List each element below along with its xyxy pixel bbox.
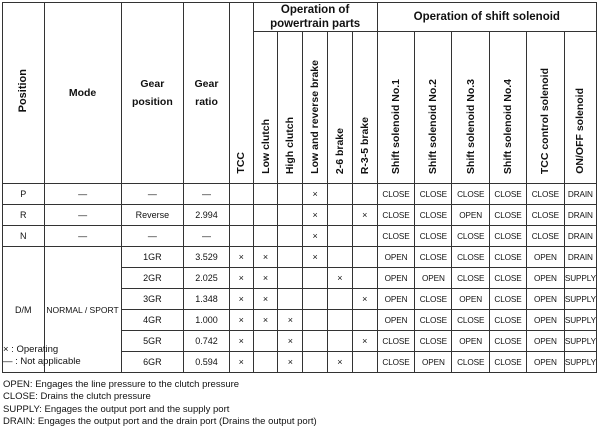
cell-low-clutch	[253, 226, 278, 247]
cell-shift-solenoid-1: OPEN	[377, 289, 415, 310]
cell-gear-position: 4GR	[121, 310, 184, 331]
cell-tcc: ×	[229, 352, 253, 373]
cell-shift-solenoid-3: OPEN	[452, 205, 490, 226]
cell-shift-solenoid-1: OPEN	[377, 247, 415, 268]
cell-shift-solenoid-1: OPEN	[377, 310, 415, 331]
cell-2-6-brake	[328, 184, 353, 205]
header-shift-solenoid-3: Shift solenoid No.3	[452, 32, 490, 184]
cell-r-3-5-brake: ×	[352, 205, 377, 226]
cell-shift-solenoid-1: CLOSE	[377, 205, 415, 226]
cell-gear-ratio: —	[184, 184, 230, 205]
cell-shift-solenoid-1: CLOSE	[377, 352, 415, 373]
cell-low-clutch: ×	[253, 247, 278, 268]
header-gear-ratio: Gear ratio	[184, 3, 230, 184]
header-r-3-5-brake: R-3-5 brake	[352, 32, 377, 184]
cell-shift-solenoid-4: CLOSE	[490, 205, 527, 226]
header-group-powertrain: Operation of powertrain parts	[253, 3, 377, 32]
cell-2-6-brake: ×	[328, 268, 353, 289]
cell-shift-solenoid-4: CLOSE	[490, 310, 527, 331]
cell-tcc: ×	[229, 268, 253, 289]
cell-tcc-control-solenoid: OPEN	[526, 289, 564, 310]
cell-2-6-brake	[328, 247, 353, 268]
cell-high-clutch	[278, 289, 303, 310]
legend-close: CLOSE: Drains the clutch pressure	[3, 391, 151, 403]
cell-gear-position: 3GR	[121, 289, 184, 310]
cell-low-clutch: ×	[253, 310, 278, 331]
cell-on-off-solenoid: SUPPLY	[564, 331, 596, 352]
cell-low-reverse-brake: ×	[303, 226, 328, 247]
legend-operating: × : Operating	[3, 344, 59, 355]
cell-high-clutch: ×	[278, 331, 303, 352]
cell-shift-solenoid-4: CLOSE	[490, 226, 527, 247]
cell-low-clutch: ×	[253, 268, 278, 289]
cell-low-reverse-brake	[303, 268, 328, 289]
cell-shift-solenoid-1: CLOSE	[377, 331, 415, 352]
cell-shift-solenoid-3: CLOSE	[452, 352, 490, 373]
cell-high-clutch	[278, 205, 303, 226]
cell-tcc-control-solenoid: OPEN	[526, 331, 564, 352]
cell-gear-position: —	[121, 226, 184, 247]
cell-tcc: ×	[229, 331, 253, 352]
cell-low-clutch	[253, 184, 278, 205]
cell-shift-solenoid-3: CLOSE	[452, 184, 490, 205]
legend-supply: SUPPLY: Engages the output port and the supply port	[3, 403, 230, 415]
cell-shift-solenoid-2: CLOSE	[415, 331, 452, 352]
cell-shift-solenoid-2: CLOSE	[415, 184, 452, 205]
table-row	[3, 205, 597, 226]
cell-high-clutch	[278, 247, 303, 268]
cell-shift-solenoid-3: OPEN	[452, 331, 490, 352]
cell-2-6-brake	[328, 289, 353, 310]
cell-position: R	[3, 205, 45, 226]
solenoid-operation-table	[2, 2, 597, 373]
cell-tcc-control-solenoid: CLOSE	[526, 205, 564, 226]
cell-shift-solenoid-4: CLOSE	[490, 247, 527, 268]
table-row	[3, 184, 597, 205]
cell-tcc: ×	[229, 310, 253, 331]
cell-tcc-control-solenoid: OPEN	[526, 268, 564, 289]
cell-2-6-brake	[328, 310, 353, 331]
cell-gear-ratio: 2.994	[184, 205, 230, 226]
cell-mode: —	[44, 205, 121, 226]
cell-shift-solenoid-3: OPEN	[452, 289, 490, 310]
cell-r-3-5-brake	[352, 226, 377, 247]
cell-gear-position: 1GR	[121, 247, 184, 268]
cell-mode: —	[44, 184, 121, 205]
cell-low-clutch	[253, 205, 278, 226]
cell-shift-solenoid-1: OPEN	[377, 268, 415, 289]
cell-gear-position: 2GR	[121, 268, 184, 289]
cell-gear-ratio: 0.742	[184, 331, 230, 352]
cell-tcc	[229, 205, 253, 226]
cell-shift-solenoid-3: CLOSE	[452, 310, 490, 331]
cell-gear-position: 6GR	[121, 352, 184, 373]
cell-r-3-5-brake	[352, 268, 377, 289]
cell-shift-solenoid-2: CLOSE	[415, 247, 452, 268]
cell-tcc	[229, 226, 253, 247]
cell-r-3-5-brake	[352, 352, 377, 373]
cell-shift-solenoid-3: CLOSE	[452, 247, 490, 268]
cell-tcc-control-solenoid: OPEN	[526, 310, 564, 331]
cell-position: N	[3, 226, 45, 247]
cell-shift-solenoid-4: CLOSE	[490, 289, 527, 310]
cell-gear-ratio: 2.025	[184, 268, 230, 289]
cell-shift-solenoid-2: CLOSE	[415, 205, 452, 226]
header-shift-solenoid-4: Shift solenoid No.4	[490, 32, 527, 184]
cell-mode: NORMAL / SPORT	[44, 247, 121, 373]
cell-gear-ratio: 1.348	[184, 289, 230, 310]
cell-on-off-solenoid: DRAIN	[564, 247, 596, 268]
cell-tcc	[229, 184, 253, 205]
header-on-off-solenoid: ON/OFF solenoid	[564, 32, 596, 184]
header-2-6-brake: 2-6 brake	[328, 32, 353, 184]
cell-gear-ratio: —	[184, 226, 230, 247]
cell-r-3-5-brake: ×	[352, 331, 377, 352]
cell-high-clutch	[278, 184, 303, 205]
cell-position: D/M	[3, 247, 45, 373]
cell-on-off-solenoid: DRAIN	[564, 205, 596, 226]
cell-high-clutch	[278, 268, 303, 289]
cell-gear-ratio: 0.594	[184, 352, 230, 373]
header-shift-solenoid-2: Shift solenoid No.2	[415, 32, 452, 184]
header-tcc: TCC	[229, 3, 253, 184]
cell-tcc: ×	[229, 289, 253, 310]
header-shift-solenoid-1: Shift solenoid No.1	[377, 32, 415, 184]
legend-open: OPEN: Engages the line pressure to the clutch pressure	[3, 378, 240, 390]
header-high-clutch: High clutch	[278, 32, 303, 184]
cell-shift-solenoid-4: CLOSE	[490, 184, 527, 205]
cell-on-off-solenoid: SUPPLY	[564, 268, 596, 289]
legend-drain: DRAIN: Engages the output port and the drain port (Drains the output port)	[3, 416, 317, 428]
cell-high-clutch: ×	[278, 352, 303, 373]
cell-2-6-brake: ×	[328, 352, 353, 373]
cell-shift-solenoid-2: CLOSE	[415, 226, 452, 247]
cell-shift-solenoid-4: CLOSE	[490, 268, 527, 289]
cell-on-off-solenoid: SUPPLY	[564, 352, 596, 373]
cell-shift-solenoid-4: CLOSE	[490, 331, 527, 352]
cell-on-off-solenoid: DRAIN	[564, 184, 596, 205]
cell-low-reverse-brake	[303, 289, 328, 310]
cell-on-off-solenoid: DRAIN	[564, 226, 596, 247]
cell-tcc-control-solenoid: CLOSE	[526, 226, 564, 247]
header-tcc-control-solenoid: TCC control solenoid	[526, 32, 564, 184]
cell-tcc-control-solenoid: OPEN	[526, 352, 564, 373]
cell-gear-position: Reverse	[121, 205, 184, 226]
cell-gear-ratio: 1.000	[184, 310, 230, 331]
cell-shift-solenoid-1: CLOSE	[377, 226, 415, 247]
cell-tcc-control-solenoid: CLOSE	[526, 184, 564, 205]
legend	[3, 344, 317, 428]
cell-low-clutch: ×	[253, 289, 278, 310]
legend-not-applicable: — : Not applicable	[3, 356, 81, 368]
header-low-clutch: Low clutch	[253, 32, 278, 184]
cell-shift-solenoid-3: CLOSE	[452, 226, 490, 247]
cell-gear-position: —	[121, 184, 184, 205]
cell-2-6-brake	[328, 331, 353, 352]
cell-mode: —	[44, 226, 121, 247]
header-group-solenoid: Operation of shift solenoid	[377, 3, 596, 32]
cell-tcc-control-solenoid: OPEN	[526, 247, 564, 268]
cell-tcc: ×	[229, 247, 253, 268]
cell-high-clutch	[278, 226, 303, 247]
cell-low-reverse-brake: ×	[303, 184, 328, 205]
cell-position: P	[3, 184, 45, 205]
cell-shift-solenoid-2: OPEN	[415, 268, 452, 289]
cell-r-3-5-brake: ×	[352, 289, 377, 310]
cell-gear-ratio: 3.529	[184, 247, 230, 268]
cell-r-3-5-brake	[352, 247, 377, 268]
cell-on-off-solenoid: SUPPLY	[564, 289, 596, 310]
table-row	[3, 226, 597, 247]
cell-shift-solenoid-2: CLOSE	[415, 289, 452, 310]
header-gear-position: Gear position	[121, 3, 184, 184]
cell-r-3-5-brake	[352, 310, 377, 331]
cell-2-6-brake	[328, 205, 353, 226]
cell-low-reverse-brake	[303, 310, 328, 331]
cell-low-reverse-brake: ×	[303, 205, 328, 226]
cell-shift-solenoid-2: CLOSE	[415, 310, 452, 331]
header-position: Position	[3, 3, 45, 184]
cell-shift-solenoid-2: OPEN	[415, 352, 452, 373]
cell-low-reverse-brake: ×	[303, 247, 328, 268]
table-row	[3, 247, 597, 268]
header-low-reverse-brake: Low and reverse brake	[303, 32, 328, 184]
cell-2-6-brake	[328, 226, 353, 247]
cell-gear-position: 5GR	[121, 331, 184, 352]
header-mode: Mode	[44, 3, 121, 184]
cell-r-3-5-brake	[352, 184, 377, 205]
cell-high-clutch: ×	[278, 310, 303, 331]
cell-shift-solenoid-3: CLOSE	[452, 268, 490, 289]
cell-shift-solenoid-4: CLOSE	[490, 352, 527, 373]
cell-shift-solenoid-1: CLOSE	[377, 184, 415, 205]
cell-on-off-solenoid: SUPPLY	[564, 310, 596, 331]
